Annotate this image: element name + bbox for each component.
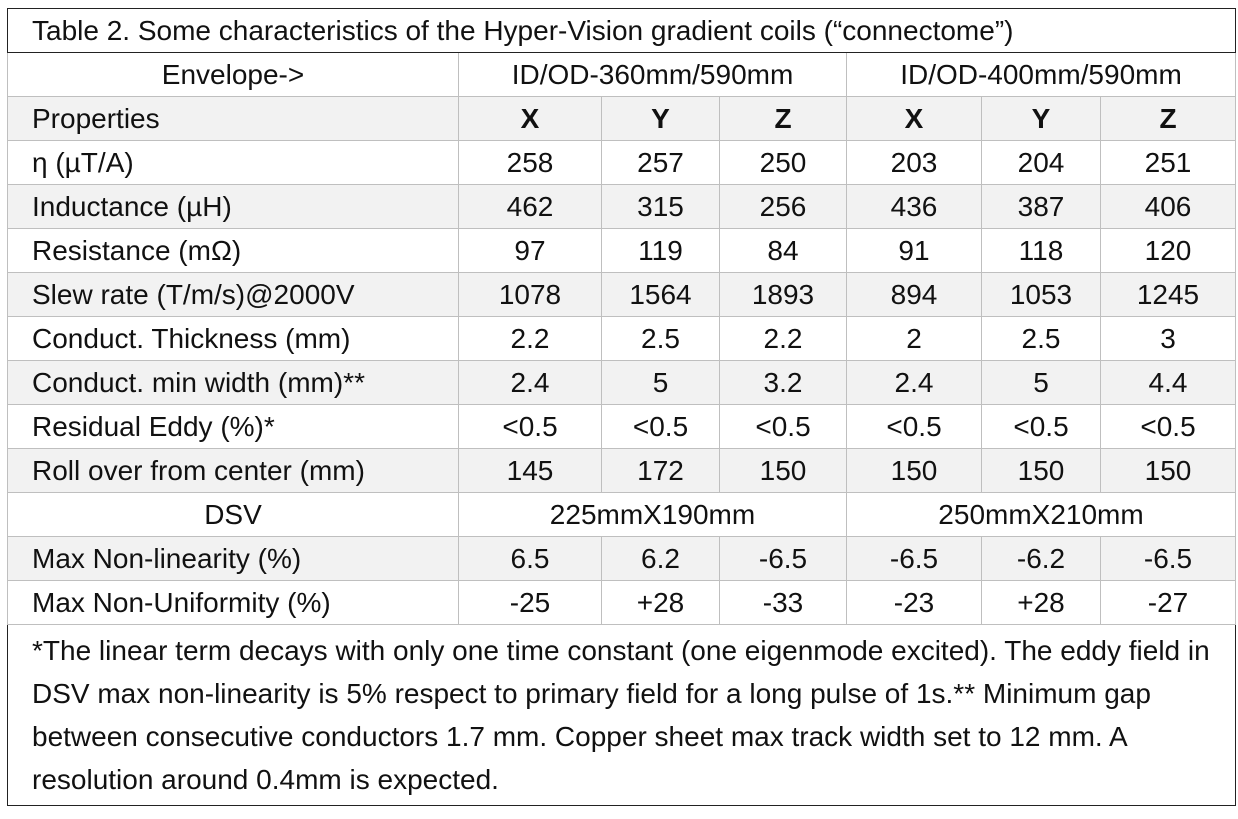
row-label: Conduct. Thickness (mm): [8, 317, 459, 361]
cell: 2.2: [459, 317, 602, 361]
properties-header: Properties: [8, 97, 459, 141]
table-row: [8, 405, 1236, 449]
cell: 1053: [982, 273, 1101, 317]
cell: 387: [982, 185, 1101, 229]
cell: 1564: [602, 273, 720, 317]
row-label: η (µT/A): [8, 141, 459, 185]
cell: 204: [982, 141, 1101, 185]
row-label: Max Non-Uniformity (%): [8, 581, 459, 625]
footnote-row: [8, 625, 1236, 806]
table-row: [8, 361, 1236, 405]
dsv-group-2: 250mmX210mm: [847, 493, 1236, 537]
cell: <0.5: [720, 405, 847, 449]
cell: 258: [459, 141, 602, 185]
cell: 436: [847, 185, 982, 229]
table-row: [8, 537, 1236, 581]
cell: +28: [982, 581, 1101, 625]
cell: <0.5: [982, 405, 1101, 449]
cell: 2.4: [847, 361, 982, 405]
cell: 150: [720, 449, 847, 493]
envelope-group-1: ID/OD-360mm/590mm: [459, 53, 847, 97]
cell: 119: [602, 229, 720, 273]
cell: 256: [720, 185, 847, 229]
cell: 84: [720, 229, 847, 273]
cell: 2.4: [459, 361, 602, 405]
cell: 250: [720, 141, 847, 185]
envelope-label: Envelope->: [8, 53, 459, 97]
cell: -27: [1101, 581, 1236, 625]
col-header-x1: X: [459, 97, 602, 141]
row-label: Roll over from center (mm): [8, 449, 459, 493]
cell: -6.5: [1101, 537, 1236, 581]
table-row: [8, 317, 1236, 361]
table-row: [8, 273, 1236, 317]
cell: 1078: [459, 273, 602, 317]
table-caption: Table 2. Some characteristics of the Hyper-Vision gradient coils (“connectome”): [8, 9, 1236, 53]
dsv-group-1: 225mmX190mm: [459, 493, 847, 537]
cell: 97: [459, 229, 602, 273]
cell: 2: [847, 317, 982, 361]
cell: 406: [1101, 185, 1236, 229]
col-header-x2: X: [847, 97, 982, 141]
table-row: [8, 141, 1236, 185]
characteristics-table: [7, 8, 1236, 806]
cell: 145: [459, 449, 602, 493]
row-label: Residual Eddy (%)*: [8, 405, 459, 449]
cell: <0.5: [459, 405, 602, 449]
col-header-z2: Z: [1101, 97, 1236, 141]
cell: 91: [847, 229, 982, 273]
cell: 2.5: [982, 317, 1101, 361]
col-header-y2: Y: [982, 97, 1101, 141]
cell: -33: [720, 581, 847, 625]
col-header-y1: Y: [602, 97, 720, 141]
row-label: Slew rate (T/m/s)@2000V: [8, 273, 459, 317]
cell: 5: [982, 361, 1101, 405]
envelope-group-2: ID/OD-400mm/590mm: [847, 53, 1236, 97]
cell: 2.5: [602, 317, 720, 361]
cell: 150: [982, 449, 1101, 493]
cell: 462: [459, 185, 602, 229]
cell: -6.2: [982, 537, 1101, 581]
row-label: Conduct. min width (mm)**: [8, 361, 459, 405]
cell: 894: [847, 273, 982, 317]
cell: 1893: [720, 273, 847, 317]
footnote: *The linear term decays with only one time constant (one eigenmode excited). The eddy field in DSV max non-linearity is 5% respect to primary field for a long pulse of 1s.** Minimum gap between consecutive conductors 1.7 mm. Copper sheet max track width set to 12 mm. A resolution around 0.4mm is expected.: [8, 625, 1236, 806]
cell: +28: [602, 581, 720, 625]
dsv-row: [8, 493, 1236, 537]
cell: 3.2: [720, 361, 847, 405]
cell: 150: [1101, 449, 1236, 493]
row-label: Max Non-linearity (%): [8, 537, 459, 581]
cell: <0.5: [1101, 405, 1236, 449]
cell: 5: [602, 361, 720, 405]
table-row: [8, 449, 1236, 493]
cell: 172: [602, 449, 720, 493]
cell: -6.5: [847, 537, 982, 581]
cell: <0.5: [847, 405, 982, 449]
cell: 1245: [1101, 273, 1236, 317]
cell: 6.2: [602, 537, 720, 581]
table-row: [8, 185, 1236, 229]
row-label: Inductance (µH): [8, 185, 459, 229]
cell: 3: [1101, 317, 1236, 361]
row-label: Resistance (mΩ): [8, 229, 459, 273]
cell: 2.2: [720, 317, 847, 361]
cell: -6.5: [720, 537, 847, 581]
cell: -23: [847, 581, 982, 625]
cell: -25: [459, 581, 602, 625]
cell: 120: [1101, 229, 1236, 273]
dsv-label: DSV: [8, 493, 459, 537]
cell: 6.5: [459, 537, 602, 581]
cell: <0.5: [602, 405, 720, 449]
cell: 150: [847, 449, 982, 493]
cell: 257: [602, 141, 720, 185]
cell: 251: [1101, 141, 1236, 185]
cell: 203: [847, 141, 982, 185]
cell: 118: [982, 229, 1101, 273]
header-row: [8, 97, 1236, 141]
table-row: [8, 581, 1236, 625]
table-row: [8, 229, 1236, 273]
col-header-z1: Z: [720, 97, 847, 141]
cell: 4.4: [1101, 361, 1236, 405]
cell: 315: [602, 185, 720, 229]
